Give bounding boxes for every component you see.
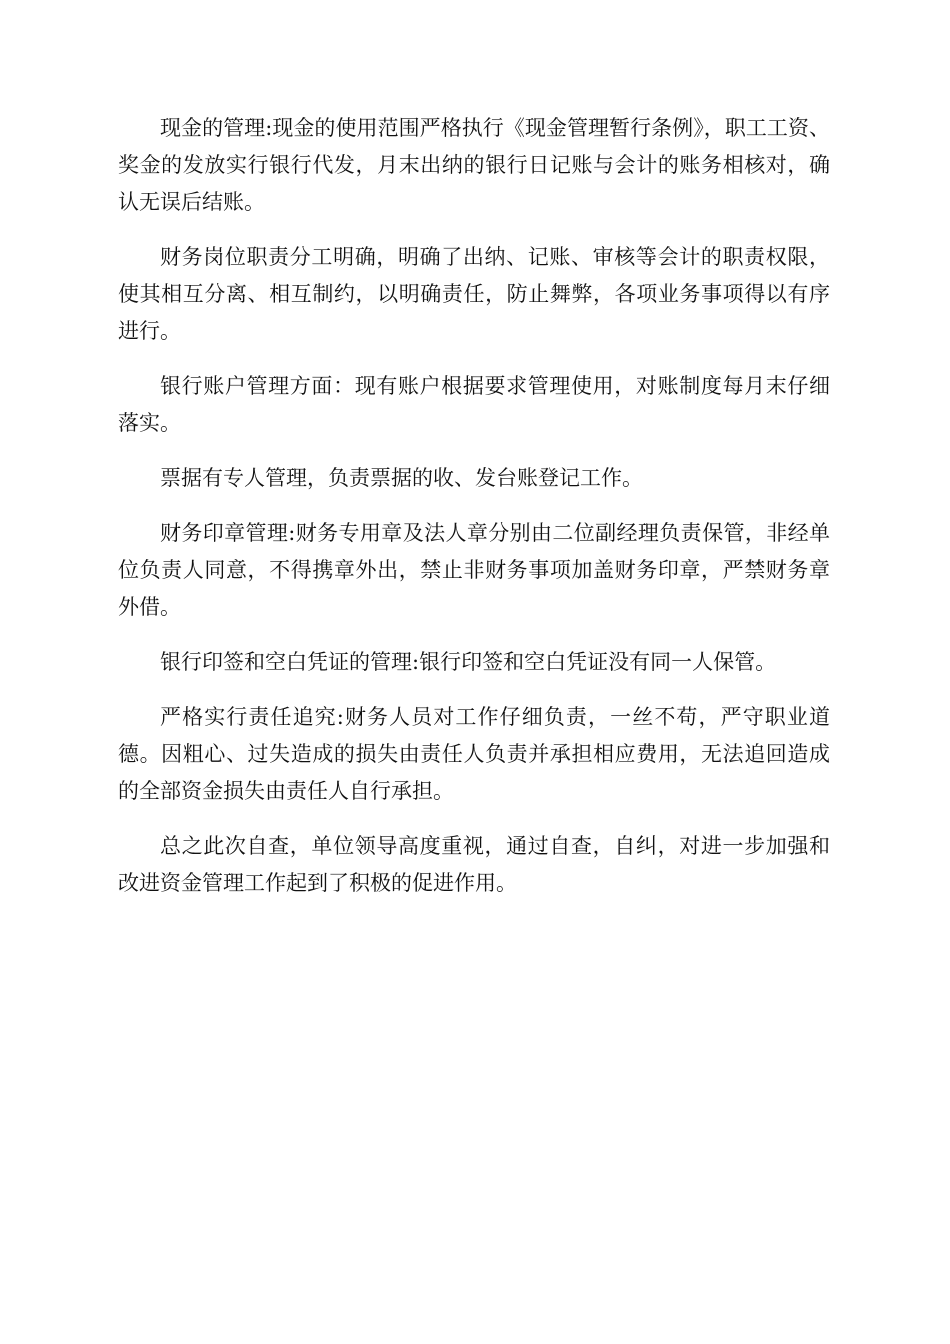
paragraph-accountability: 严格实行责任追究:财务人员对工作仔细负责，一丝不苟，严守职业道德。因粗心、过失造成的损失由责任人负责并承担相应费用，无法追回造成的全部资金损失由责任人自行承担。: [118, 705, 830, 803]
paragraph-seals: 财务印章管理:财务专用章及法人章分别由二位副经理负责保管，非经单位负责人同意，不得携章外出，禁止非财务事项加盖财务印章，严禁财务章外借。: [118, 521, 830, 619]
paragraph-bills: 票据有专人管理，负责票据的收、发台账登记工作。: [160, 466, 643, 490]
paragraph-bank-seals-vouchers: 银行印签和空白凭证的管理:银行印签和空白凭证没有同一人保管。: [160, 650, 777, 674]
paragraph-bank-accounts: 银行账户管理方面：现有账户根据要求管理使用，对账制度每月末仔细落实。: [118, 374, 830, 435]
document-page: [118, 110, 830, 920]
paragraph-summary: 总之此次自查，单位领导高度重视，通过自查，自纠，对进一步加强和改进资金管理工作起到了积极的促进作用。: [118, 834, 830, 895]
paragraph-job-responsibilities: 财务岗位职责分工明确，明确了出纳、记账、审核等会计的职责权限，使其相互分离、相互制约，以明确责任，防止舞弊，各项业务事项得以有序进行。: [118, 245, 830, 343]
paragraph-cash-management: 现金的管理:现金的使用范围严格执行《现金管理暂行条例》，职工工资、奖金的发放实行银行代发，月末出纳的银行日记账与会计的账务相核对，确认无误后结账。: [118, 116, 830, 214]
